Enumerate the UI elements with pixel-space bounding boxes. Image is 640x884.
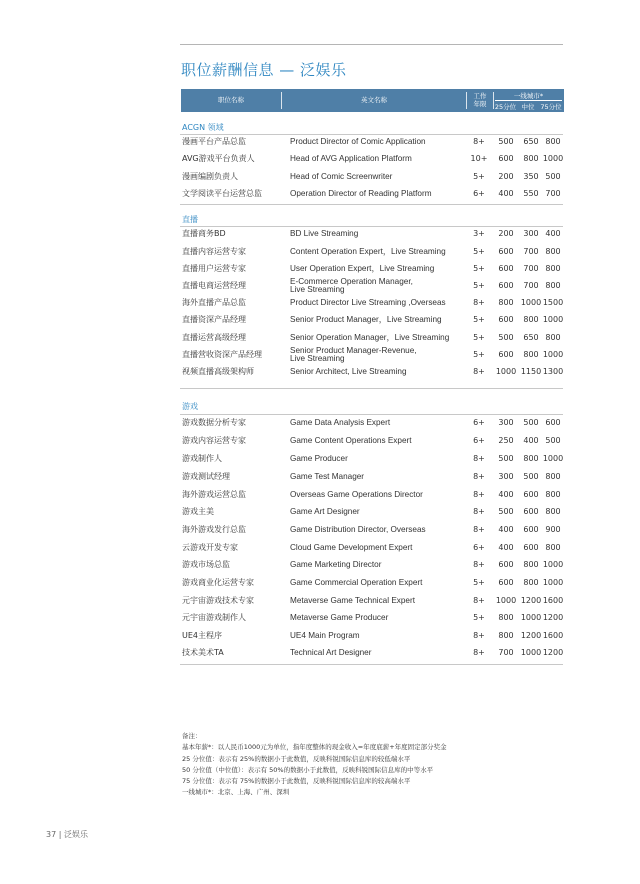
cell-p25: 400 xyxy=(498,525,514,534)
table-row xyxy=(0,416,640,430)
cell-p75: 800 xyxy=(545,490,561,499)
header-p75: 75分位 xyxy=(540,102,562,111)
cell-p25: 1000 xyxy=(495,367,517,376)
cell-job-en: Senior Product Manager，Live Streaming xyxy=(290,315,442,324)
cell-p75: 800 xyxy=(545,264,561,273)
cell-job-en: UE4 Main Program xyxy=(290,631,360,640)
table-row xyxy=(0,452,640,466)
cell-p25: 400 xyxy=(498,490,514,499)
section-rule xyxy=(180,204,563,205)
table-row xyxy=(0,187,640,201)
cell-p50: 650 xyxy=(523,137,539,146)
cell-job-zh: 元宇宙游戏技术专家 xyxy=(182,596,254,605)
cell-p50: 350 xyxy=(523,172,539,181)
cell-job-zh: 游戏商业化运营专家 xyxy=(182,578,254,587)
cell-p50: 700 xyxy=(523,264,539,273)
cell-years: 8+ xyxy=(473,525,485,534)
cell-p50: 1150 xyxy=(520,367,542,376)
table-row xyxy=(0,313,640,327)
cell-job-en: Game Marketing Director xyxy=(290,560,382,569)
cell-p75: 1500 xyxy=(542,298,564,307)
cell-p75: 1000 xyxy=(542,454,564,463)
cell-p25: 700 xyxy=(498,648,514,657)
cell-years: 5+ xyxy=(473,281,485,290)
cell-p25: 600 xyxy=(498,578,514,587)
cell-job-zh: 海外游戏发行总监 xyxy=(182,525,246,534)
cell-p50: 800 xyxy=(523,454,539,463)
cell-p25: 600 xyxy=(498,154,514,163)
cell-p50: 700 xyxy=(523,247,539,256)
cell-p25: 200 xyxy=(498,229,514,238)
cell-job-zh: 文学阅读平台运营总监 xyxy=(182,189,262,198)
cell-p75: 500 xyxy=(545,172,561,181)
cell-p50: 1000 xyxy=(520,298,542,307)
cell-p25: 600 xyxy=(498,281,514,290)
cell-p75: 800 xyxy=(545,247,561,256)
note-line: 75 分位值：表示有 75%的数据小于此数值，反映科锐国际信息库的较高端水平 xyxy=(182,777,411,786)
cell-p50: 550 xyxy=(523,189,539,198)
cell-years: 8+ xyxy=(473,298,485,307)
cell-p50: 700 xyxy=(523,281,539,290)
table-row xyxy=(0,434,640,448)
table-row xyxy=(0,541,640,555)
cell-job-en: Senior Product Manager-Revenue, Live Streaming xyxy=(290,346,417,363)
cell-p25: 400 xyxy=(498,543,514,552)
cell-p25: 500 xyxy=(498,333,514,342)
table-row xyxy=(0,296,640,310)
header-work-years: 工作 年限 xyxy=(473,91,487,108)
cell-p25: 1000 xyxy=(495,596,517,605)
cell-p75: 600 xyxy=(545,418,561,427)
section-rule xyxy=(180,414,563,415)
cell-years: 8+ xyxy=(473,137,485,146)
cell-years: 6+ xyxy=(473,418,485,427)
cell-p75: 1000 xyxy=(542,154,564,163)
cell-p25: 600 xyxy=(498,560,514,569)
cell-years: 5+ xyxy=(473,264,485,273)
cell-p50: 400 xyxy=(523,436,539,445)
cell-job-zh: 海外游戏运营总监 xyxy=(182,490,246,499)
table-row xyxy=(0,488,640,502)
cell-p25: 500 xyxy=(498,454,514,463)
cell-p75: 1200 xyxy=(542,648,564,657)
cell-p75: 1000 xyxy=(542,560,564,569)
cell-years: 10+ xyxy=(470,154,488,163)
cell-years: 8+ xyxy=(473,596,485,605)
cell-years: 6+ xyxy=(473,436,485,445)
section-rule xyxy=(180,664,563,665)
cell-p50: 800 xyxy=(523,154,539,163)
cell-p75: 1600 xyxy=(542,596,564,605)
cell-p25: 500 xyxy=(498,137,514,146)
table-row xyxy=(0,594,640,608)
cell-p50: 800 xyxy=(523,315,539,324)
table-row xyxy=(0,558,640,572)
cell-p25: 250 xyxy=(498,436,514,445)
cell-job-en: Game Content Operations Expert xyxy=(290,436,412,445)
cell-p75: 1300 xyxy=(542,367,564,376)
cell-job-en: Game Distribution Director, Overseas xyxy=(290,525,426,534)
table-row xyxy=(0,523,640,537)
cell-p50: 300 xyxy=(523,229,539,238)
header-p25: 25分位 xyxy=(494,102,517,111)
cell-p25: 600 xyxy=(498,247,514,256)
table-row xyxy=(0,170,640,184)
cell-job-en: Senior Architect, Live Streaming xyxy=(290,367,407,376)
note-line: 25 分位值：表示有 25%的数据小于此数值，反映科锐国际信息库的较低端水平 xyxy=(182,754,411,763)
table-row xyxy=(0,135,640,149)
cell-job-en: Game Art Designer xyxy=(290,507,360,516)
cell-years: 5+ xyxy=(473,333,485,342)
cell-p50: 1000 xyxy=(520,648,542,657)
cell-p50: 800 xyxy=(523,350,539,359)
cell-p25: 600 xyxy=(498,315,514,324)
table-row xyxy=(0,629,640,643)
cell-p75: 400 xyxy=(545,229,561,238)
cell-years: 8+ xyxy=(473,631,485,640)
cell-job-zh: 游戏内容运营专家 xyxy=(182,436,246,445)
cell-p75: 1600 xyxy=(542,631,564,640)
note-line: 基本年薪*：以人民币1000元为单位，指年度整体的现金收入=年度底薪+年度固定部分奖金 xyxy=(182,743,447,752)
cell-job-en: Operation Director of Reading Platform xyxy=(290,189,432,198)
cell-p75: 1200 xyxy=(542,613,564,622)
cell-job-en: Senior Operation Manager，Live Streaming xyxy=(290,333,450,342)
table-row xyxy=(0,470,640,484)
cell-years: 5+ xyxy=(473,247,485,256)
cell-p25: 300 xyxy=(498,472,514,481)
table-row xyxy=(0,331,640,345)
cell-job-zh: 直播运营高级经理 xyxy=(182,333,246,342)
cell-p25: 600 xyxy=(498,350,514,359)
cell-job-zh: 游戏制作人 xyxy=(182,454,222,463)
cell-years: 5+ xyxy=(473,315,485,324)
section-title-live: 直播 xyxy=(182,215,198,224)
cell-p25: 600 xyxy=(498,264,514,273)
cell-p50: 800 xyxy=(523,578,539,587)
cell-p50: 600 xyxy=(523,543,539,552)
cell-years: 8+ xyxy=(473,560,485,569)
cell-job-en: E-Commerce Operation Manager, Live Streaming xyxy=(290,277,413,294)
table-row xyxy=(0,227,640,241)
table-row xyxy=(0,262,640,276)
cell-years: 8+ xyxy=(473,507,485,516)
cell-years: 5+ xyxy=(473,578,485,587)
cell-job-zh: 游戏市场总监 xyxy=(182,560,230,569)
cell-p75: 1000 xyxy=(542,350,564,359)
cell-job-en: Product Director Live Streaming ,Overseas xyxy=(290,298,446,307)
header-job-title-zh: 职位名称 xyxy=(218,95,244,104)
table-row xyxy=(0,152,640,166)
table-row xyxy=(0,611,640,625)
cell-p25: 500 xyxy=(498,507,514,516)
cell-job-zh: 元宇宙游戏制作人 xyxy=(182,613,246,622)
cell-years: 8+ xyxy=(473,648,485,657)
cell-p50: 600 xyxy=(523,525,539,534)
cell-job-en: User Operation Expert，Live Streaming xyxy=(290,264,435,273)
cell-job-zh: 视频直播高级架构师 xyxy=(182,367,254,376)
cell-job-en: BD Live Streaming xyxy=(290,229,359,238)
cell-p75: 800 xyxy=(545,281,561,290)
cell-p75: 900 xyxy=(545,525,561,534)
cell-p75: 800 xyxy=(545,472,561,481)
cell-years: 8+ xyxy=(473,367,485,376)
cell-p50: 1200 xyxy=(520,596,542,605)
note-line: 50 分位值（中位值）：表示有 50%的数据小于此数值，反映科锐国际信息库的中等水平 xyxy=(182,765,434,774)
cell-job-zh: 游戏主美 xyxy=(182,507,214,516)
cell-p50: 500 xyxy=(523,418,539,427)
cell-p75: 1000 xyxy=(542,315,564,324)
cell-years: 6+ xyxy=(473,543,485,552)
cell-job-zh: 技术美术TA xyxy=(182,648,224,657)
cell-years: 5+ xyxy=(473,350,485,359)
cell-p25: 800 xyxy=(498,298,514,307)
cell-p75: 800 xyxy=(545,507,561,516)
cell-job-en: Metaverse Game Producer xyxy=(290,613,389,622)
cell-job-en: Head of Comic Screenwriter xyxy=(290,172,393,181)
header-tier-one-city: 一线城市* xyxy=(513,91,544,100)
cell-p50: 1000 xyxy=(520,613,542,622)
notes-heading: 备注： xyxy=(182,732,202,740)
section-title-acgn: ACGN 领域 xyxy=(182,123,224,132)
notes-block xyxy=(182,731,447,799)
cell-p25: 400 xyxy=(498,189,514,198)
top-rule xyxy=(180,44,563,45)
cell-job-en: Content Operation Expert，Live Streaming xyxy=(290,247,446,256)
cell-job-en: Product Director of Comic Application xyxy=(290,137,426,146)
table-header xyxy=(181,89,564,112)
cell-years: 5+ xyxy=(473,613,485,622)
table-row xyxy=(0,365,640,379)
cell-p25: 200 xyxy=(498,172,514,181)
header-job-title-en: 英文名称 xyxy=(361,95,387,104)
table-row xyxy=(0,279,640,293)
cell-job-zh: 直播用户运营专家 xyxy=(182,264,246,273)
cell-p50: 600 xyxy=(523,507,539,516)
cell-job-zh: 直播电商运营经理 xyxy=(182,281,246,290)
cell-years: 8+ xyxy=(473,490,485,499)
cell-job-zh: 海外直播产品总监 xyxy=(182,298,246,307)
cell-job-en: Game Test Manager xyxy=(290,472,365,481)
cell-years: 5+ xyxy=(473,172,485,181)
cell-job-en: Game Data Analysis Expert xyxy=(290,418,391,427)
cell-job-en: Cloud Game Development Expert xyxy=(290,543,413,552)
cell-p50: 600 xyxy=(523,490,539,499)
cell-p25: 300 xyxy=(498,418,514,427)
section-rule xyxy=(180,388,563,389)
cell-job-zh: UE4主程序 xyxy=(182,631,222,640)
cell-job-zh: 直播营收资深产品经理 xyxy=(182,350,262,359)
table-row xyxy=(0,245,640,259)
cell-job-zh: 直播商务BD xyxy=(182,229,226,238)
cell-job-zh: 漫画编剧负责人 xyxy=(182,172,238,181)
table-row xyxy=(0,646,640,660)
cell-p50: 500 xyxy=(523,472,539,481)
cell-p75: 800 xyxy=(545,137,561,146)
cell-job-en: Overseas Game Operations Director xyxy=(290,490,423,499)
cell-p75: 500 xyxy=(545,436,561,445)
cell-job-zh: AVG游戏平台负责人 xyxy=(182,154,255,163)
cell-p75: 800 xyxy=(545,333,561,342)
cell-p50: 800 xyxy=(523,560,539,569)
cell-job-zh: 云游戏开发专家 xyxy=(182,543,238,552)
table-row xyxy=(0,505,640,519)
cell-job-en: Head of AVG Application Platform xyxy=(290,154,412,163)
cell-job-en: Game Producer xyxy=(290,454,348,463)
note-line: 一线城市*：北京、上海、广州、深圳 xyxy=(182,788,290,797)
cell-p25: 800 xyxy=(498,631,514,640)
cell-job-en: Metaverse Game Technical Expert xyxy=(290,596,415,605)
page-footer: 37 | 泛娱乐 xyxy=(46,830,88,839)
page-title: 职位薪酬信息 — 泛娱乐 xyxy=(181,61,347,79)
cell-p75: 800 xyxy=(545,543,561,552)
cell-p75: 700 xyxy=(545,189,561,198)
cell-job-en: Technical Art Designer xyxy=(290,648,372,657)
cell-years: 3+ xyxy=(473,229,485,238)
cell-job-zh: 游戏数据分析专家 xyxy=(182,418,246,427)
table-row xyxy=(0,576,640,590)
cell-job-zh: 直播内容运营专家 xyxy=(182,247,246,256)
cell-years: 8+ xyxy=(473,472,485,481)
cell-job-zh: 游戏测试经理 xyxy=(182,472,230,481)
cell-job-zh: 漫画平台产品总监 xyxy=(182,137,246,146)
cell-p50: 1200 xyxy=(520,631,542,640)
table-row xyxy=(0,348,640,362)
cell-p25: 800 xyxy=(498,613,514,622)
cell-p50: 650 xyxy=(523,333,539,342)
header-p50: 中位 xyxy=(521,102,535,111)
section-title-games: 游戏 xyxy=(182,402,198,411)
cell-job-zh: 直播资深产品经理 xyxy=(182,315,246,324)
cell-job-en: Game Commercial Operation Expert xyxy=(290,578,423,587)
cell-p75: 1000 xyxy=(542,578,564,587)
cell-years: 8+ xyxy=(473,454,485,463)
cell-years: 6+ xyxy=(473,189,485,198)
